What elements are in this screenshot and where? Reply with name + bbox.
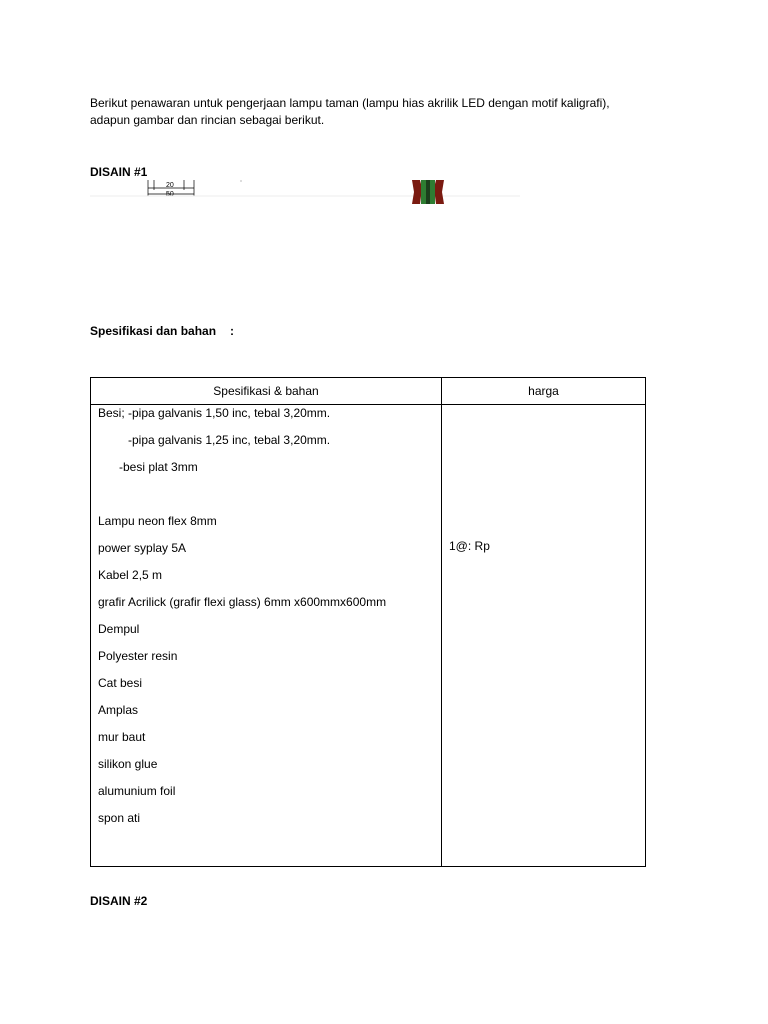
table-header-row — [91, 378, 646, 405]
dimension-bottom-label: 50 — [166, 191, 174, 198]
spec-list — [91, 405, 441, 837]
price-cell — [442, 405, 646, 867]
spec-table — [90, 377, 646, 867]
list-item: Polyester resin — [98, 649, 178, 663]
design-1-drawing — [90, 176, 530, 206]
spec-cell — [91, 405, 442, 867]
list-item: silikon glue — [98, 757, 158, 771]
table-row — [91, 405, 646, 867]
header-price: harga — [442, 378, 646, 405]
design-2-heading: DISAIN #2 — [90, 894, 148, 908]
spec-title-colon: : — [230, 324, 235, 338]
intro-line-2: adapun gambar dan rincian sebagai berikut. — [90, 113, 325, 127]
intro-paragraph — [90, 95, 690, 129]
lamp-thumbnail-icon — [412, 180, 444, 204]
list-item: Besi; -pipa galvanis 1,50 inc, tebal 3,20mm. — [98, 406, 331, 420]
header-spec: Spesifikasi & bahan — [91, 378, 442, 405]
list-item: Lampu neon flex 8mm — [98, 514, 217, 528]
list-item-blank — [98, 486, 441, 513]
list-item: Amplas — [98, 703, 139, 717]
list-item: mur baut — [98, 730, 146, 744]
list-item: power syplay 5A — [98, 541, 187, 555]
intro-line-1: Berikut penawaran untuk pengerjaan lampu taman (lampu hias akrilik LED dengan motif kaligrafi), — [90, 96, 610, 110]
list-item: spon ati — [98, 811, 141, 825]
spec-title-text: Spesifikasi dan bahan — [90, 324, 217, 338]
list-item: Kabel 2,5 m — [98, 568, 163, 582]
list-item: -besi plat 3mm — [119, 460, 198, 474]
dot-mark — [240, 180, 241, 181]
list-item: Dempul — [98, 622, 140, 636]
price-value: 1@: Rp — [449, 539, 490, 553]
spec-title — [90, 324, 234, 338]
list-item: alumunium foil — [98, 784, 176, 798]
list-item: -pipa galvanis 1,25 inc, tebal 3,20mm. — [128, 433, 331, 447]
list-item: grafir Acrilick (grafir flexi glass) 6mm x600mmx600mm — [98, 595, 387, 609]
design-1-heading: DISAIN #1 — [90, 165, 148, 179]
dimension-top-label: 20 — [166, 182, 174, 189]
list-item: Cat besi — [98, 676, 143, 690]
